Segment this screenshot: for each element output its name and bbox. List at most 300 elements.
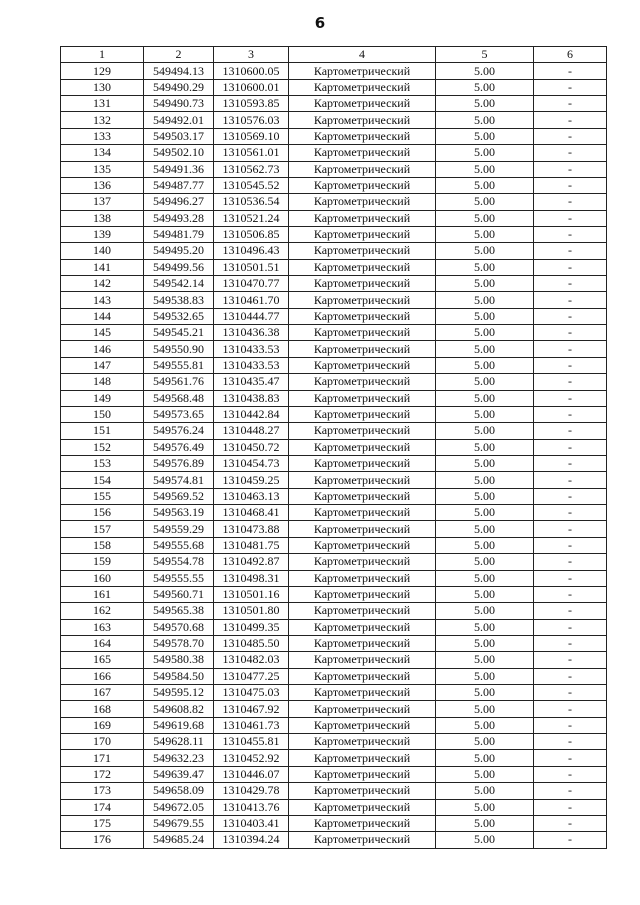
table-cell: 141 bbox=[61, 259, 144, 275]
table-cell: 549679.55 bbox=[144, 815, 214, 831]
table-cell: 156 bbox=[61, 505, 144, 521]
table-cell: 169 bbox=[61, 717, 144, 733]
coordinates-table bbox=[60, 46, 607, 849]
table-row bbox=[61, 783, 607, 799]
table-cell: - bbox=[534, 586, 607, 602]
table-cell: 549608.82 bbox=[144, 701, 214, 717]
table-cell: 549490.29 bbox=[144, 79, 214, 95]
table-cell: 5.00 bbox=[436, 472, 534, 488]
table-cell: 549584.50 bbox=[144, 668, 214, 684]
column-header: 2 bbox=[144, 47, 214, 63]
table-cell: - bbox=[534, 570, 607, 586]
table-cell: 1310438.83 bbox=[214, 390, 289, 406]
table-cell: - bbox=[534, 717, 607, 733]
table-cell: 549532.65 bbox=[144, 308, 214, 324]
table-cell: Картометрический bbox=[289, 374, 436, 390]
table-cell: 5.00 bbox=[436, 717, 534, 733]
table-cell: Картометрический bbox=[289, 210, 436, 226]
table-cell: 549561.76 bbox=[144, 374, 214, 390]
table-cell: 549576.49 bbox=[144, 439, 214, 455]
table-cell: 549545.21 bbox=[144, 325, 214, 341]
table-cell: 176 bbox=[61, 832, 144, 848]
table-cell: 1310454.73 bbox=[214, 455, 289, 471]
column-header: 5 bbox=[436, 47, 534, 63]
table-cell: Картометрический bbox=[289, 145, 436, 161]
table-cell: 549578.70 bbox=[144, 635, 214, 651]
table-cell: 549550.90 bbox=[144, 341, 214, 357]
table-cell: Картометрический bbox=[289, 259, 436, 275]
table-cell: 163 bbox=[61, 619, 144, 635]
table-cell: - bbox=[534, 374, 607, 390]
table-cell: 1310545.52 bbox=[214, 177, 289, 193]
table-cell: Картометрический bbox=[289, 685, 436, 701]
table-cell: - bbox=[534, 472, 607, 488]
table-cell: - bbox=[534, 63, 607, 79]
table-cell: - bbox=[534, 112, 607, 128]
table-cell: 144 bbox=[61, 308, 144, 324]
table-row bbox=[61, 488, 607, 504]
table-cell: - bbox=[534, 554, 607, 570]
table-cell: 147 bbox=[61, 357, 144, 373]
table-cell: 148 bbox=[61, 374, 144, 390]
table-cell: 5.00 bbox=[436, 766, 534, 782]
table-cell: - bbox=[534, 537, 607, 553]
table-cell: Картометрический bbox=[289, 570, 436, 586]
table-row bbox=[61, 635, 607, 651]
table-row bbox=[61, 537, 607, 553]
table-cell: 140 bbox=[61, 243, 144, 259]
table-cell: 131 bbox=[61, 96, 144, 112]
table-cell: 1310461.70 bbox=[214, 292, 289, 308]
table-cell: 549595.12 bbox=[144, 685, 214, 701]
table-cell: 174 bbox=[61, 799, 144, 815]
table-cell: 5.00 bbox=[436, 505, 534, 521]
table-cell: 1310473.88 bbox=[214, 521, 289, 537]
table-row bbox=[61, 276, 607, 292]
table-cell: 549495.20 bbox=[144, 243, 214, 259]
table-cell: 5.00 bbox=[436, 701, 534, 717]
table-cell: 1310448.27 bbox=[214, 423, 289, 439]
table-row bbox=[61, 177, 607, 193]
table-cell: 549580.38 bbox=[144, 652, 214, 668]
table-row bbox=[61, 570, 607, 586]
table-cell: 549576.89 bbox=[144, 455, 214, 471]
table-cell: 136 bbox=[61, 177, 144, 193]
table-cell: 5.00 bbox=[436, 325, 534, 341]
table-cell: 549632.23 bbox=[144, 750, 214, 766]
table-row bbox=[61, 586, 607, 602]
table-cell: - bbox=[534, 668, 607, 684]
table-cell: 5.00 bbox=[436, 210, 534, 226]
table-cell: 1310499.35 bbox=[214, 619, 289, 635]
table-row bbox=[61, 292, 607, 308]
table-cell: 549565.38 bbox=[144, 603, 214, 619]
table-cell: 549639.47 bbox=[144, 766, 214, 782]
table-cell: 159 bbox=[61, 554, 144, 570]
table-cell: Картометрический bbox=[289, 341, 436, 357]
table-cell: 549496.27 bbox=[144, 194, 214, 210]
table-cell: 549555.81 bbox=[144, 357, 214, 373]
table-cell: 5.00 bbox=[436, 145, 534, 161]
table-cell: - bbox=[534, 635, 607, 651]
table-row bbox=[61, 472, 607, 488]
table-cell: 5.00 bbox=[436, 243, 534, 259]
table-cell: Картометрический bbox=[289, 815, 436, 831]
table-cell: 549493.28 bbox=[144, 210, 214, 226]
table-cell: - bbox=[534, 210, 607, 226]
table-cell: 5.00 bbox=[436, 79, 534, 95]
table-row bbox=[61, 161, 607, 177]
table-cell: 1310485.50 bbox=[214, 635, 289, 651]
table-cell: 549559.29 bbox=[144, 521, 214, 537]
table-cell: 1310562.73 bbox=[214, 161, 289, 177]
table-cell: 5.00 bbox=[436, 308, 534, 324]
table-cell: 143 bbox=[61, 292, 144, 308]
table-cell: 1310403.41 bbox=[214, 815, 289, 831]
table-cell: Картометрический bbox=[289, 194, 436, 210]
table-row bbox=[61, 423, 607, 439]
table-row bbox=[61, 734, 607, 750]
table-row bbox=[61, 439, 607, 455]
table-cell: 132 bbox=[61, 112, 144, 128]
table-cell: 1310394.24 bbox=[214, 832, 289, 848]
table-row bbox=[61, 652, 607, 668]
table-cell: 171 bbox=[61, 750, 144, 766]
table-row bbox=[61, 685, 607, 701]
table-cell: 1310459.25 bbox=[214, 472, 289, 488]
table-cell: 1310506.85 bbox=[214, 226, 289, 242]
table-cell: Картометрический bbox=[289, 96, 436, 112]
table-row bbox=[61, 226, 607, 242]
table-cell: 549568.48 bbox=[144, 390, 214, 406]
table-row bbox=[61, 554, 607, 570]
table-cell: 170 bbox=[61, 734, 144, 750]
table-cell: 5.00 bbox=[436, 586, 534, 602]
table-cell: 134 bbox=[61, 145, 144, 161]
table-cell: 166 bbox=[61, 668, 144, 684]
table-cell: 1310498.31 bbox=[214, 570, 289, 586]
table-cell: 172 bbox=[61, 766, 144, 782]
table-row bbox=[61, 701, 607, 717]
table-row bbox=[61, 619, 607, 635]
table-cell: 5.00 bbox=[436, 226, 534, 242]
table-cell: 5.00 bbox=[436, 750, 534, 766]
table-cell: 133 bbox=[61, 128, 144, 144]
table-row bbox=[61, 406, 607, 422]
table-cell: 1310413.76 bbox=[214, 799, 289, 815]
table-cell: 5.00 bbox=[436, 341, 534, 357]
table-row bbox=[61, 325, 607, 341]
table-cell: - bbox=[534, 96, 607, 112]
table-cell: Картометрический bbox=[289, 243, 436, 259]
table-row bbox=[61, 455, 607, 471]
table-cell: 149 bbox=[61, 390, 144, 406]
table-cell: 5.00 bbox=[436, 390, 534, 406]
table-cell: 5.00 bbox=[436, 570, 534, 586]
table-row bbox=[61, 815, 607, 831]
table-cell: 1310468.41 bbox=[214, 505, 289, 521]
table-cell: Картометрический bbox=[289, 276, 436, 292]
table-cell: Картометрический bbox=[289, 799, 436, 815]
table-cell: Картометрический bbox=[289, 112, 436, 128]
table-cell: 5.00 bbox=[436, 619, 534, 635]
table-cell: 1310455.81 bbox=[214, 734, 289, 750]
table-cell: 165 bbox=[61, 652, 144, 668]
table-cell: 1310475.03 bbox=[214, 685, 289, 701]
table-row bbox=[61, 210, 607, 226]
table-cell: 549672.05 bbox=[144, 799, 214, 815]
table-cell: 160 bbox=[61, 570, 144, 586]
table-cell: 1310569.10 bbox=[214, 128, 289, 144]
table-row bbox=[61, 390, 607, 406]
table-cell: Картометрический bbox=[289, 734, 436, 750]
table-cell: 5.00 bbox=[436, 554, 534, 570]
table-cell: 157 bbox=[61, 521, 144, 537]
table-cell: 549503.17 bbox=[144, 128, 214, 144]
table-cell: 549555.68 bbox=[144, 537, 214, 553]
table-cell: 162 bbox=[61, 603, 144, 619]
table-cell: 1310492.87 bbox=[214, 554, 289, 570]
table-cell: 5.00 bbox=[436, 276, 534, 292]
table-cell: 549538.83 bbox=[144, 292, 214, 308]
table-cell: 135 bbox=[61, 161, 144, 177]
table-cell: - bbox=[534, 439, 607, 455]
table-cell: 138 bbox=[61, 210, 144, 226]
table-row bbox=[61, 505, 607, 521]
table-cell: 5.00 bbox=[436, 455, 534, 471]
table-cell: 1310467.92 bbox=[214, 701, 289, 717]
table-cell: 173 bbox=[61, 783, 144, 799]
table-cell: Картометрический bbox=[289, 668, 436, 684]
table-cell: 161 bbox=[61, 586, 144, 602]
table-cell: Картометрический bbox=[289, 357, 436, 373]
column-header: 3 bbox=[214, 47, 289, 63]
table-cell: 549619.68 bbox=[144, 717, 214, 733]
table-cell: 158 bbox=[61, 537, 144, 553]
table-cell: - bbox=[534, 406, 607, 422]
table-cell: Картометрический bbox=[289, 505, 436, 521]
table-cell: 1310444.77 bbox=[214, 308, 289, 324]
table-cell: - bbox=[534, 750, 607, 766]
table-cell: - bbox=[534, 161, 607, 177]
table-cell: 5.00 bbox=[436, 439, 534, 455]
table-cell: 5.00 bbox=[436, 685, 534, 701]
table-cell: Картометрический bbox=[289, 603, 436, 619]
table-row bbox=[61, 521, 607, 537]
table-row bbox=[61, 750, 607, 766]
table-cell: 5.00 bbox=[436, 668, 534, 684]
table-cell: - bbox=[534, 341, 607, 357]
table-cell: Картометрический bbox=[289, 161, 436, 177]
table-row bbox=[61, 194, 607, 210]
table-cell: 155 bbox=[61, 488, 144, 504]
table-cell: 549576.24 bbox=[144, 423, 214, 439]
table-cell: 168 bbox=[61, 701, 144, 717]
table-cell: Картометрический bbox=[289, 128, 436, 144]
table-cell: - bbox=[534, 815, 607, 831]
table-cell: Картометрический bbox=[289, 406, 436, 422]
table-cell: - bbox=[534, 145, 607, 161]
table-cell: 5.00 bbox=[436, 537, 534, 553]
table-cell: - bbox=[534, 259, 607, 275]
table-cell: Картометрический bbox=[289, 292, 436, 308]
table-cell: 139 bbox=[61, 226, 144, 242]
table-cell: 549574.81 bbox=[144, 472, 214, 488]
table-row bbox=[61, 374, 607, 390]
table-cell: Картометрический bbox=[289, 308, 436, 324]
table-cell: 167 bbox=[61, 685, 144, 701]
table-cell: - bbox=[534, 325, 607, 341]
table-cell: - bbox=[534, 734, 607, 750]
table-cell: 1310521.24 bbox=[214, 210, 289, 226]
table-row bbox=[61, 357, 607, 373]
table-row bbox=[61, 308, 607, 324]
table-cell: 5.00 bbox=[436, 96, 534, 112]
table-cell: 154 bbox=[61, 472, 144, 488]
table-cell: 549499.56 bbox=[144, 259, 214, 275]
table-cell: - bbox=[534, 194, 607, 210]
table-row bbox=[61, 668, 607, 684]
table-cell: Картометрический bbox=[289, 554, 436, 570]
table-cell: 549542.14 bbox=[144, 276, 214, 292]
table-cell: 1310501.16 bbox=[214, 586, 289, 602]
table-cell: 1310600.05 bbox=[214, 63, 289, 79]
table-row bbox=[61, 79, 607, 95]
table-cell: 5.00 bbox=[436, 799, 534, 815]
table-cell: 549573.65 bbox=[144, 406, 214, 422]
table-cell: 151 bbox=[61, 423, 144, 439]
column-header: 1 bbox=[61, 47, 144, 63]
table-cell: Картометрический bbox=[289, 455, 436, 471]
table-cell: - bbox=[534, 357, 607, 373]
table-cell: 549487.77 bbox=[144, 177, 214, 193]
table-cell: 5.00 bbox=[436, 177, 534, 193]
table-cell: 5.00 bbox=[436, 488, 534, 504]
table-cell: 1310593.85 bbox=[214, 96, 289, 112]
table-cell: 549554.78 bbox=[144, 554, 214, 570]
table-cell: 1310436.38 bbox=[214, 325, 289, 341]
table-cell: Картометрический bbox=[289, 652, 436, 668]
table-cell: 549628.11 bbox=[144, 734, 214, 750]
table-cell: 549494.13 bbox=[144, 63, 214, 79]
table-cell: 5.00 bbox=[436, 161, 534, 177]
table-cell: - bbox=[534, 603, 607, 619]
table-cell: 5.00 bbox=[436, 815, 534, 831]
table-cell: - bbox=[534, 390, 607, 406]
table-cell: 549569.52 bbox=[144, 488, 214, 504]
table-cell: 175 bbox=[61, 815, 144, 831]
table-cell: 549555.55 bbox=[144, 570, 214, 586]
table-cell: - bbox=[534, 177, 607, 193]
table-cell: Картометрический bbox=[289, 63, 436, 79]
table-cell: 549502.10 bbox=[144, 145, 214, 161]
table-cell: Картометрический bbox=[289, 472, 436, 488]
table-row bbox=[61, 717, 607, 733]
table-cell: - bbox=[534, 308, 607, 324]
table-cell: 1310450.72 bbox=[214, 439, 289, 455]
table-cell: 549685.24 bbox=[144, 832, 214, 848]
table-cell: - bbox=[534, 766, 607, 782]
table-cell: 5.00 bbox=[436, 128, 534, 144]
table-cell: 153 bbox=[61, 455, 144, 471]
table-cell: 1310435.47 bbox=[214, 374, 289, 390]
table-cell: 5.00 bbox=[436, 783, 534, 799]
table-cell: 549492.01 bbox=[144, 112, 214, 128]
table-cell: 1310536.54 bbox=[214, 194, 289, 210]
column-header: 6 bbox=[534, 47, 607, 63]
table-cell: 146 bbox=[61, 341, 144, 357]
table-body bbox=[61, 63, 607, 848]
table-cell: - bbox=[534, 799, 607, 815]
table-cell: 1310429.78 bbox=[214, 783, 289, 799]
table-cell: Картометрический bbox=[289, 701, 436, 717]
table-cell: Картометрический bbox=[289, 537, 436, 553]
table-cell: Картометрический bbox=[289, 635, 436, 651]
table-cell: 1310433.53 bbox=[214, 341, 289, 357]
table-cell: Картометрический bbox=[289, 390, 436, 406]
table-cell: Картометрический bbox=[289, 488, 436, 504]
table-cell: Картометрический bbox=[289, 521, 436, 537]
table-cell: 1310463.13 bbox=[214, 488, 289, 504]
table-cell: - bbox=[534, 783, 607, 799]
table-cell: 5.00 bbox=[436, 521, 534, 537]
table-row bbox=[61, 112, 607, 128]
table-cell: - bbox=[534, 521, 607, 537]
table-cell: 1310481.75 bbox=[214, 537, 289, 553]
table-cell: 130 bbox=[61, 79, 144, 95]
table-cell: 164 bbox=[61, 635, 144, 651]
table-cell: - bbox=[534, 488, 607, 504]
table-row bbox=[61, 832, 607, 848]
table-cell: 1310600.01 bbox=[214, 79, 289, 95]
table-cell: 1310482.03 bbox=[214, 652, 289, 668]
table-cell: 549490.73 bbox=[144, 96, 214, 112]
table-cell: 5.00 bbox=[436, 734, 534, 750]
table-cell: 549491.36 bbox=[144, 161, 214, 177]
table-cell: Картометрический bbox=[289, 177, 436, 193]
table-cell: 5.00 bbox=[436, 635, 534, 651]
table-cell: 137 bbox=[61, 194, 144, 210]
table-cell: 1310477.25 bbox=[214, 668, 289, 684]
table-cell: 5.00 bbox=[436, 292, 534, 308]
table-cell: 5.00 bbox=[436, 194, 534, 210]
table-cell: Картометрический bbox=[289, 79, 436, 95]
table-row bbox=[61, 799, 607, 815]
table-cell: 1310561.01 bbox=[214, 145, 289, 161]
table-cell: Картометрический bbox=[289, 832, 436, 848]
table-row bbox=[61, 128, 607, 144]
table-cell: 5.00 bbox=[436, 603, 534, 619]
table-cell: 1310461.73 bbox=[214, 717, 289, 733]
table-cell: 5.00 bbox=[436, 832, 534, 848]
table-cell: 1310496.43 bbox=[214, 243, 289, 259]
table-cell: 549658.09 bbox=[144, 783, 214, 799]
table-cell: - bbox=[534, 685, 607, 701]
table-row bbox=[61, 96, 607, 112]
table-row bbox=[61, 145, 607, 161]
table-cell: 549481.79 bbox=[144, 226, 214, 242]
table-cell: 5.00 bbox=[436, 357, 534, 373]
table-cell: 150 bbox=[61, 406, 144, 422]
table-cell: - bbox=[534, 832, 607, 848]
table-row bbox=[61, 766, 607, 782]
page-number: 6 bbox=[314, 14, 326, 32]
table-cell: 1310501.80 bbox=[214, 603, 289, 619]
table-cell: - bbox=[534, 276, 607, 292]
table-cell: 5.00 bbox=[436, 406, 534, 422]
table-cell: 1310470.77 bbox=[214, 276, 289, 292]
table-cell: - bbox=[534, 226, 607, 242]
